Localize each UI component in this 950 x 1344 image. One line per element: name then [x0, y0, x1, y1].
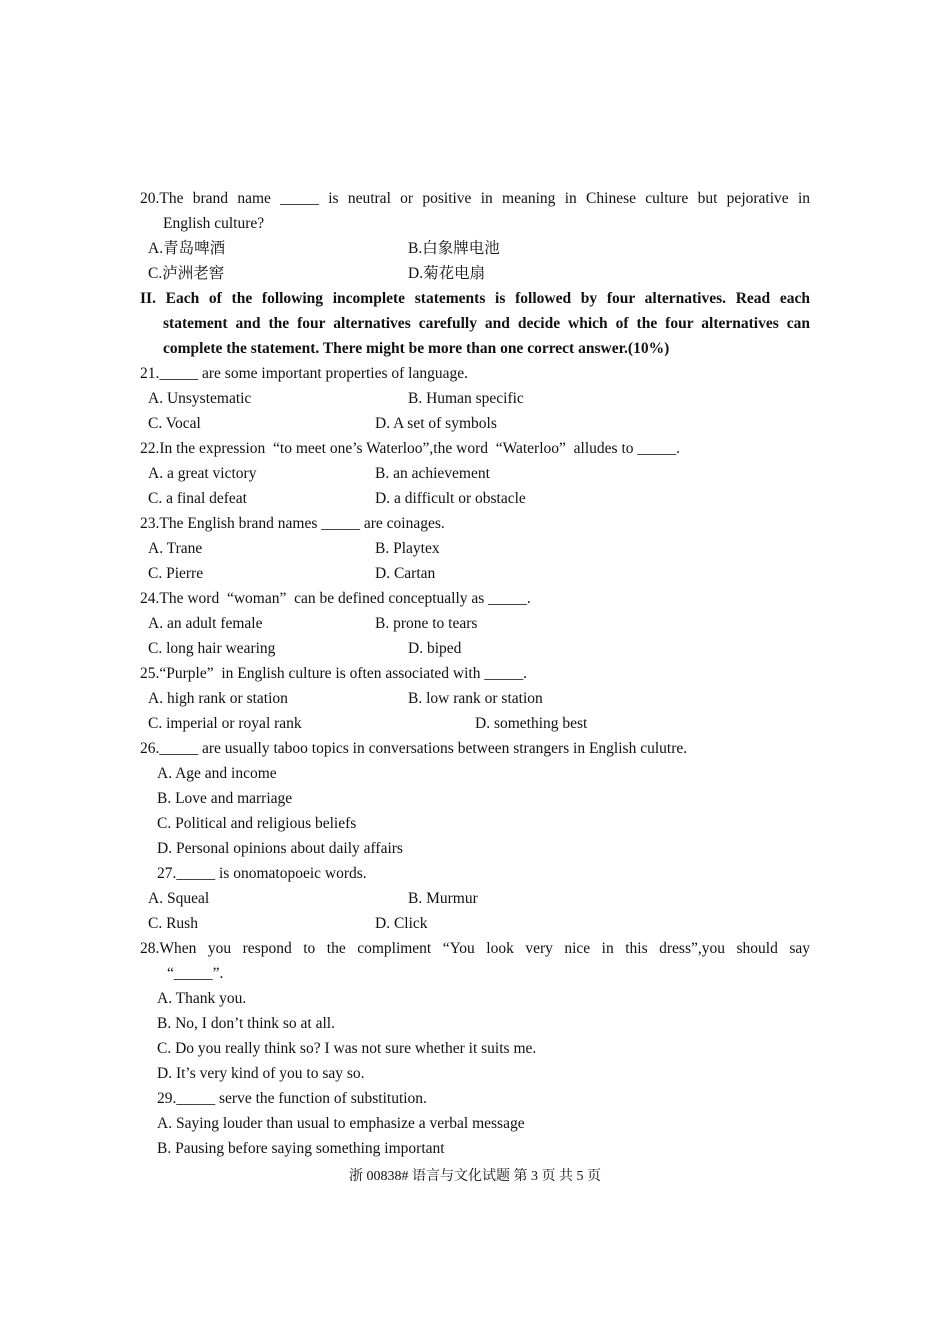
- q28-option-b: B. No, I don’t think so at all.: [157, 1015, 335, 1032]
- q20-option-a: A.青岛啤酒: [148, 240, 226, 257]
- q26-option-d: D. Personal opinions about daily affairs: [157, 840, 403, 857]
- q20-option-c: C.泸洲老窖: [148, 265, 225, 282]
- q21-option-c: C. Vocal: [148, 415, 201, 432]
- q26-option-c: C. Political and religious beliefs: [157, 815, 357, 832]
- q29-option-b: B. Pausing before saying something important: [157, 1140, 445, 1157]
- q24-option-a: A. an adult female: [148, 615, 263, 632]
- q25-option-a: A. high rank or station: [148, 690, 288, 707]
- q23-option-b: B. Playtex: [375, 540, 440, 557]
- q28-option-d: D. It’s very kind of you to say so.: [157, 1065, 365, 1082]
- q29-option-a: A. Saying louder than usual to emphasize a verbal message: [157, 1115, 525, 1132]
- q22-stem: 22.In the expression “to meet one’s Waterloo”,the word “Waterloo” alludes to _____.: [140, 440, 680, 457]
- q27-stem: 27._____ is onomatopoeic words.: [157, 865, 367, 882]
- q28-stem-line2: “_____”.: [167, 965, 224, 982]
- q20-stem-line2: English culture?: [163, 215, 265, 232]
- q26-stem: 26._____ are usually taboo topics in conversations between strangers in English culutre.: [140, 740, 688, 757]
- q27-option-b: B. Murmur: [408, 890, 478, 907]
- q20-option-d: D.菊花电扇: [408, 265, 486, 282]
- q22-option-a: A. a great victory: [148, 465, 257, 482]
- q22-option-c: C. a final defeat: [148, 490, 247, 507]
- q23-option-d: D. Cartan: [375, 565, 436, 582]
- q25-option-d: D. something best: [475, 715, 588, 732]
- q24-option-b: B. prone to tears: [375, 615, 478, 632]
- q29-stem: 29._____ serve the function of substitution.: [157, 1090, 427, 1107]
- q28-option-a: A. Thank you.: [157, 990, 247, 1007]
- q24-option-c: C. long hair wearing: [148, 640, 276, 657]
- q21-option-b: B. Human specific: [408, 390, 524, 407]
- q26-option-a: A. Age and income: [157, 765, 277, 782]
- q20-option-b: B.白象牌电池: [408, 240, 500, 257]
- q28-stem-line1: 28.When you respond to the compliment “You look very nice in this dress”,you should say: [140, 940, 810, 957]
- q25-option-c: C. imperial or royal rank: [148, 715, 302, 732]
- q27-option-c: C. Rush: [148, 915, 198, 932]
- q24-option-d: D. biped: [408, 640, 462, 657]
- q25-option-b: B. low rank or station: [408, 690, 543, 707]
- q25-stem: 25.“Purple” in English culture is often associated with _____.: [140, 665, 527, 682]
- q27-option-d: D. Click: [375, 915, 428, 932]
- section2-line2: statement and the four alternatives carefully and decide which of the four alternatives can: [163, 315, 810, 332]
- q23-option-a: A. Trane: [148, 540, 203, 557]
- q23-stem: 23.The English brand names _____ are coinages.: [140, 515, 445, 532]
- q21-option-d: D. A set of symbols: [375, 415, 497, 432]
- q21-option-a: A. Unsystematic: [148, 390, 252, 407]
- q22-option-d: D. a difficult or obstacle: [375, 490, 526, 507]
- q26-option-b: B. Love and marriage: [157, 790, 293, 807]
- q21-stem: 21._____ are some important properties of language.: [140, 365, 468, 382]
- q20-stem-line1: 20.The brand name _____ is neutral or positive in meaning in Chinese culture but pejorative in: [140, 190, 810, 207]
- q23-option-c: C. Pierre: [148, 565, 204, 582]
- q24-stem: 24.The word “woman” can be defined conceptually as _____.: [140, 590, 531, 607]
- section2-line1: II. Each of the following incomplete statements is followed by four alternatives. Read each: [140, 290, 810, 307]
- section2-line3: complete the statement. There might be more than one correct answer.(10%): [163, 340, 670, 357]
- q27-option-a: A. Squeal: [148, 890, 210, 907]
- page-footer: 浙 00838# 语言与文化试题 第 3 页 共 5 页: [349, 1169, 601, 1184]
- q28-option-c: C. Do you really think so? I was not sure whether it suits me.: [157, 1040, 537, 1057]
- q22-option-b: B. an achievement: [375, 465, 490, 482]
